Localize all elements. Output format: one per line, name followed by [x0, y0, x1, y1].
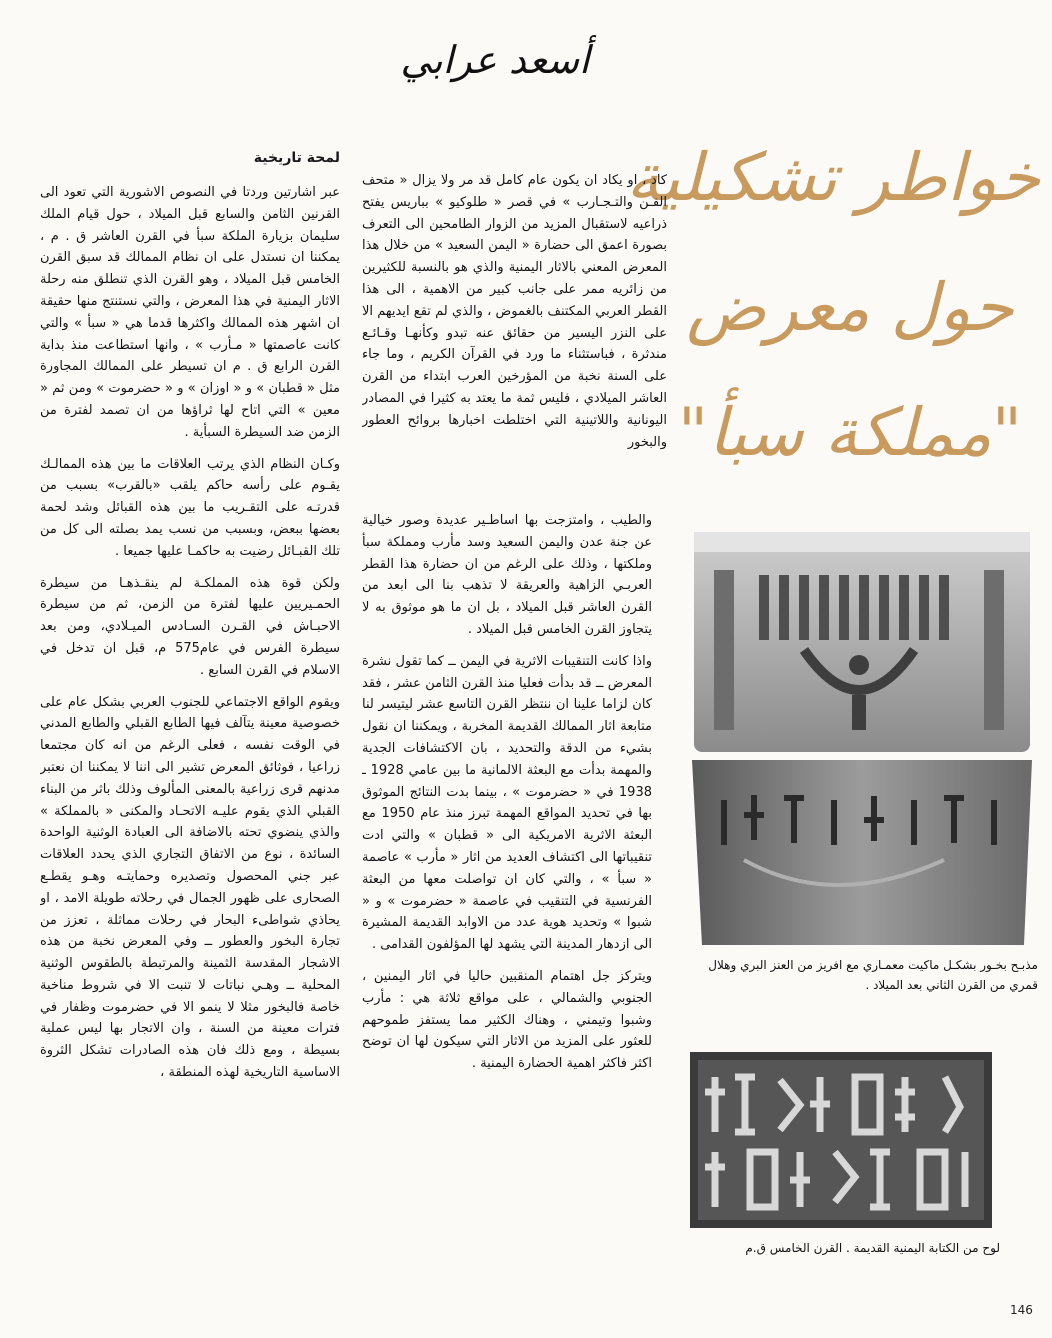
left-column	[40, 182, 340, 1262]
article-title	[626, 105, 1040, 485]
title-line-1: خواطر تشكيلية	[626, 139, 1040, 216]
body-paragraph: ويقوم الواقع الاجتماعي للجنوب العربي بشكل عام على خصوصية معينة يتآلف فيها الطابع القبلي والطابع المدني في الوقت نفسه ، فعلى الرغم من انه كان مجتمعا زراعيا ، فوثائق المعرض تشير الى اننا لا يمكننا ان نعتبر مدنهم قرى زراعية بالمعنى المألوف وذلك باثر من البناء القبلي الذي يقوم عليـه الاتحـاد والمكنى « بالمملكة » والذي ينضوي تحته بالاضافة الى العبادة الوثنية الواحدة السائدة ، نوع من الاتفاق التجاري الذي يحدد العلاقات عبر جني المحصول وتصديره وحمايتـه وهـو يقطـع الصحارى على ظهور الجمال في رحلاته طويلة الامد ، او يحاذي شواطىء البحار في رحلات مماثلة ، تعزز من تجارة البخور والعطور ــ وفي المعرض نخبة من هذه الاشجار المقدسة الثمينة والمرتبطة بالطقوس الوثنية المحلية ــ وهـي نباتات لا تنبت الا في شروط مناخية خاصة فالبخور مثلا لا ينمو الا في حضرموت وظفار في فترات معينة من السنة ، وان الاتجار بها ليس عملية بسيطة ، ومع ذلك فان هذه الصادرات تشكل الثروة الاساسية التاريخية لهذه المنطقة ،	[40, 694, 340, 1081]
body-paragraph: واذا كانت التنقيبات الاثرية في اليمن ــ كما تقول نشرة المعرض ــ قد بدأت فعليا منذ القرن الثامن عشر ، فقد كان لزاما علينا ان ننتظر القرن التاسع عشر ليتيسر لنا متابعة اثار الممالك القديمة المخربة ، ويمكننا ان نقول بشيء من الدقة والتحديد ، بان الاكتشافات الجدية والمهمة بدأت مع البعثة الالمانية ما بين عامي 1928 ـ 1938 في « حضرموت » ، بينما بدت النتائج الموثوق بها في تحديد المواقع المهمة تبرز منذ عام 1950 مع البعثة الاثرية الامريكية الى « قطبان » والتي ادت تنقيباتها الى اكتشاف العديد من اثار « مأرب » عاصمة « سبأ » ، والتي كان ان تواصلت معها من البعثة الفرنسية في التنقيب في عاصمة « حضرموت » و « شبوا » وتحديد هوية عدد من الاوابد القديمة المشيرة الى ازدهار المدينة التي يشهد لها المؤلفون القدامى .	[362, 653, 652, 953]
incense-altar-photo	[684, 530, 1040, 952]
title-line-3: "مملكة سبأ"	[677, 394, 1023, 471]
middle-column-top	[362, 170, 667, 515]
body-paragraph: ويتركز جل اهتمام المنقبين حاليا في اثار اليمنين ، الجنوبي والشمالي ، على مواقع ثلاثة هي : مأرب وشبوا وتيمني ، وهناك الكثير مما يستفز طموحهم للعثور على المزيد من الاثار التي سيكون لها ان توضح اكثر فاكثر اهمية الحضارة اليمنية .	[362, 968, 652, 1072]
body-paragraph: والطيب ، وامتزجت بها اساطـير عديدة وصور خيالية عن جنة عدن واليمن السعيد وسد مأرب ومملكة سبأ وملكتها ، وذلك على الرغم من ان حضارة هذا القطر العربـي الزاهية والعريقة لا تذهب بنا الى ابعد من القرن العاشر قبل الميلاد ، بل ان ما هو موثوق به لا يتجاوز القرن الخامس قبل الميلاد .	[362, 513, 652, 637]
body-paragraph: ولكن قوة هذه المملكـة لم ينقـذهـا من سيطرة الحمـيريين عليها لفترة من الزمن، ثم من سيطرة الاحبـاش في القـرن السـادس الميـلادي، ومن بعد سيطرة الفرس في عام575 م، قبل ان تدخل في الاسلام في القرن السابع .	[40, 575, 340, 678]
middle-column	[362, 510, 652, 1260]
title-line-2: حول معرض	[686, 269, 1014, 346]
body-paragraph: وكـان النظام الذي يرتب العلاقات ما بين هذه الممالـك يقـوم على رأسه حاكم يلقب «بالقرب» بسبب من قدرتـه على التقـريب ما بين هذه القبائل وشد لحمة بعضها ببعض، وبسبب من نسب يمد بصلته الى كل من تلك القبـائل رضيت به حاكمـا عليها جميعا .	[40, 456, 340, 559]
section-subhead: لمحة تاريخية	[253, 150, 340, 166]
intro-paragraph: كاد ، او يكاد ان يكون عام كامل قد مر ولا يزال « متحف الفـن والتـجـارب » في قصر « طلوكيو » بباريس يفتح ذراعيه لاستقبال المزيد من الزوار الطامحين الى التعرف بصورة اعمق الى حضارة « اليمن السعيد » من خلال هذا المعرض المعني بالاثار اليمنية والذي هو بالنسبة للكثيرين من زائريه ممر على جانب كبير من الاهمية ، الى هذا القطر العربي المكتنف بالغموض ، والذي لم تقع ايديهم الا على النزر اليسير من حقائق عنه تبدو وكأنهـا وقـائـع مندثرة ، فباستثناء ما ورد في القرآن الكريم ، وما جاء على السنة نخبة من المؤرخين العرب ابتداء من القرن العاشر الميلادي ، فليس ثمة ما يعتد به كثيرا في المصادر اليونانية واللاتينية التي اختلطت اخبارها بروائح العطور والبخور	[362, 173, 667, 450]
inscription-tablet-photo	[690, 1052, 992, 1228]
body-paragraph: عبر اشارتين وردتا في النصوص الاشورية التي تعود الى القرنين الثامن والسابع قبل الميلاد ، حول قيام الملك سليمان بزيارة الملكة سبأ في القرن العاشر ق . م ، يمكننا ان نستدل على ان نظام الممالك قد سبق القرن الخامس قبل الميلاد ، وهو القرن الذي تنطلق منه رحلة الاثار اليمنية في هذا المعرض ، والتي نستنتج منها حقيقة ان اشهر هذه الممالك واكثرها قدما هي « سبأ » والتي كانت عاصمتها « مـأرب » ، وانها استطاعت منذ بداية القرن الرابع ق . م ان تسيطر على الممالك المجاورة مثل « قطبان » و « اوزان » و « حضرموت » ومن ثم « معين » التي اتاح لها ثراؤها من ان تصمد لفترة من الزمن ضد السيطرة السبأية .	[40, 185, 340, 440]
author-name: أسعد عرابي	[400, 38, 590, 82]
altar-caption: مذبـح بخـور بشكـل ماكيت معمـاري مع افريز من العنز البري وهلال قمري من القرن الثاني بعد الميلاد .	[708, 958, 1038, 992]
page-number: 146	[1010, 1303, 1033, 1317]
tablet-caption: لوح من الكتابة اليمنية القديمة . القرن الخامس ق.م	[745, 1241, 1000, 1255]
